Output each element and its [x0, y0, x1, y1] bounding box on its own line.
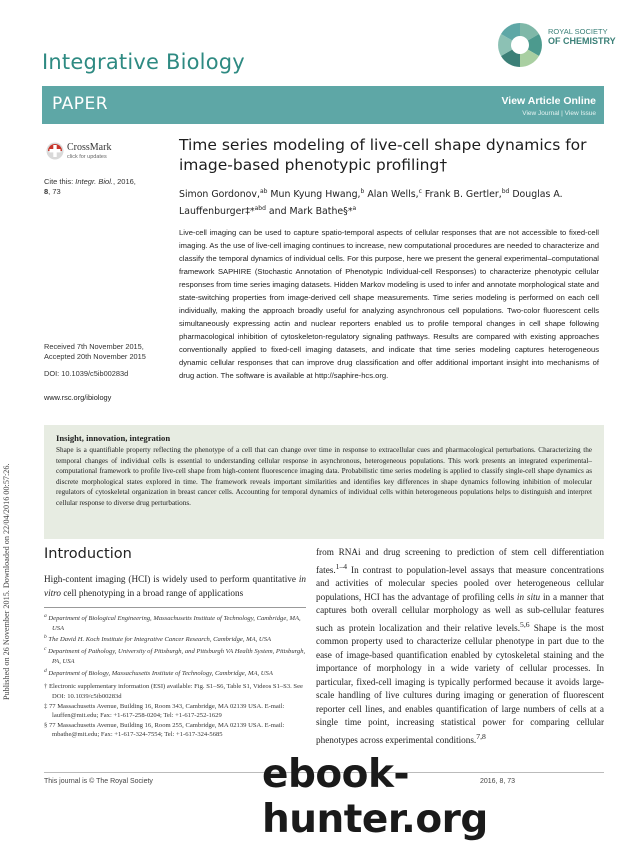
author-affiliation-mark: b [360, 188, 365, 195]
author-affiliation-mark: bd [501, 188, 510, 195]
footnotes [44, 612, 306, 740]
accepted-date: Accepted 20th November 2015 [44, 352, 146, 361]
intro-text: Shape is the most common property used to characterize cellular phenotype in part due to the ease of image-based quantification enabled by cytoskeletal staining and the importance of morphology in a wide variety of cellular processes. In particular, fixed-cell imaging is typically performed because it avoids large-scale handling of live cultures during imaging or generation of fluorescent reporter cell lines, and enables quantification of large numbers of cells at a single time point, increasing statistical power for comparing cellular phenotypes across experimental conditions. [316, 622, 604, 745]
intro-text: from RNAi and drug screening to prediction of stem cell differentiation fates. [316, 547, 604, 575]
cite-label: Cite this: [44, 177, 74, 186]
crossmark-badge[interactable] [46, 139, 126, 165]
crossmark-icon [46, 140, 64, 162]
affiliation-text: Department of Biological Engineering, Massachusetts Institute of Technology, Cambridge, MA, USA [46, 615, 301, 632]
received-date: Received 7th November 2015, [44, 342, 144, 351]
affiliation-mark: a [44, 613, 47, 619]
crossmark-sub: click for updates [67, 154, 107, 160]
intro-text: cell phenotyping in a broad range of applications [61, 587, 244, 598]
reference-mark[interactable]: 7,8 [476, 731, 486, 741]
affiliation-text: Department of Pathology, University of Pittsburgh, and Pittsburgh VA Health System, Pittsburgh, PA, USA [46, 648, 306, 665]
download-stamp: Published on 26 November 2015. Downloaded on 22/04/2016 00:57:26. [2, 463, 11, 700]
view-links [522, 110, 596, 117]
affiliation-mark: b [44, 634, 47, 641]
footnote-divider [44, 607, 306, 608]
link-separator: | [559, 110, 565, 117]
affiliation [44, 633, 306, 645]
view-article-online-link[interactable]: View Article Online [501, 95, 596, 107]
affiliation [44, 645, 306, 666]
received-dates [44, 342, 169, 362]
intro-italic: in situ [516, 591, 541, 602]
reference-mark[interactable]: 1–4 [335, 561, 348, 571]
author-name[interactable]: Frank B. Gertler, [421, 189, 502, 201]
affiliation-mark: d [44, 667, 47, 674]
author-name[interactable]: Alan Wells, [364, 189, 419, 201]
cite-page: , 73 [48, 187, 61, 196]
affiliation-text: The David H. Koch Institute for Integrative Cancer Research, Cambridge, MA, USA [46, 636, 272, 644]
publisher-line1: ROYAL SOCIETY [548, 27, 608, 36]
author-name[interactable]: Simon Gordonov, [179, 189, 260, 201]
author-name[interactable]: Mun Kyung Hwang, [267, 189, 361, 201]
insight-box [44, 425, 604, 539]
citation-info [44, 177, 154, 197]
intro-text: In contrast to population-level assays that measure concentrations and activities of molecular species pooled over heterogeneous cellular populations, HCI has the advantage of profiling cells [316, 564, 604, 602]
footnote-corresponding-2: § 77 Massachusetts Avenue, Building 16, Room 255, Cambridge, MA 02139 USA. E-mail: mbathe@mit.edu; Fax: +1-617-324-7554; Tel: +1-617-324-5685 [44, 721, 285, 739]
author-affiliation-mark: c [418, 188, 422, 195]
intro-paragraph-left [44, 573, 306, 600]
journal-website-link[interactable]: www.rsc.org/ibiology [44, 393, 112, 402]
author-name[interactable]: and Mark Bathe§* [265, 206, 353, 218]
reference-mark[interactable]: 5,6 [520, 619, 530, 629]
publisher-line2: OF CHEMISTRY [548, 35, 616, 46]
affiliation-text: Department of Biology, Massachusetts Institute of Technology, Cambridge, MA, USA [46, 669, 273, 677]
cite-volume: 8 [44, 187, 49, 196]
footer-page-info: 2016, 8, 73 [480, 778, 516, 785]
insight-body: Shape is a quantifiable property reflecting the phenotype of a cell that can change over time in response to extracellular cues and pharmacological perturbations. Characterizing the temporal changes of individual cells is essential to understanding cellular response in asynchronous, heterogeneous populations. This work presents an integrated experimental–computational framework to profile live-cell shape from high-content fluorescence imaging data. Probabilistic time series modeling is applied to classify single-cell shape dynamics as discrete morphological states explored in time. The framework reveals important similarities and identifies key differences in shape dynamics following inhibition of molecular regulators of cytoskeletal organization in breast cancer cells. Accounting for temporal dynamics of individual cells within heterogeneous populations helps to distinguish and interpret cellular response to diverse drug perturbations. [56, 446, 592, 507]
author-affiliation-mark: abd [254, 205, 266, 213]
footnote-esi: † Electronic supplementary information (ESI) available: Fig. S1–S6, Table S1, Videos S1–S3. See DOI: 10.1039/c5ib00283d [44, 683, 303, 700]
affiliation-mark: c [44, 646, 47, 653]
view-journal-link[interactable]: View Journal [522, 110, 560, 117]
article-type-label: PAPER [52, 94, 109, 114]
footer-copyright: This journal is © The Royal Society [44, 778, 153, 785]
cite-year: , 2016, [112, 177, 136, 186]
watermark: ebook-hunter.org [262, 752, 488, 842]
article-title: Time series modeling of live-cell shape dynamics for image-based phenotypic profiling† [179, 136, 587, 174]
journal-title[interactable]: Integrative Biology [42, 50, 245, 74]
author-affiliation-mark: ab [259, 188, 268, 195]
intro-text: High-content imaging (HCI) is widely used to perform quantitative [44, 574, 296, 584]
author-affiliation-mark: a [352, 205, 357, 213]
footnote-corresponding-1: ‡ 77 Massachusetts Avenue, Building 16, Room 343, Cambridge, MA 02139 USA. E-mail: lauffen@mit.edu; Fax: +1-617-258-0204; Tel: +1-617-252-1629 [44, 702, 285, 720]
insight-title: Insight, innovation, integration [56, 433, 171, 443]
cite-journal: Integr. Biol. [75, 177, 113, 186]
affiliation [44, 667, 306, 679]
intro-text: in a manner that captures both overall cellular morphology as well as sub-cellular features such as protein localization and their relative levels. [316, 591, 604, 633]
publisher-name [548, 28, 618, 45]
article-type-banner [42, 86, 604, 124]
view-issue-link[interactable]: View Issue [564, 110, 596, 117]
intro-paragraph-right [316, 546, 604, 747]
author-name[interactable]: Douglas A. Lauffenburger‡* [179, 189, 563, 218]
intro-italic: in vitro [44, 574, 306, 598]
author-list [179, 185, 599, 219]
crossmark-label: CrossMark [67, 142, 112, 153]
abstract: Live-cell imaging can be used to capture spatio-temporal aspects of cellular responses that are not accessible to fixed-cell imaging. As the use of live-cell imaging continues to increase, new computational procedures are needed to characterize and classify the temporal dynamics of individual cells. For this purpose, here we present the general experimental–computational framework SAPHIRE (Stochastic Annotation of Phenotypic Individual-cell Responses) to characterize phenotypic cellular responses from time series imaging datasets. Hidden Markov modeling is used to infer and annotate morphological state and state-switching properties from image-derived cell shape measurements. Time series modeling is performed on each cell individually, making the approach broadly useful for analyzing asynchronous cell populations. Two-color fluorescent cells simultaneously expressing actin and nuclear reporters enabled us to profile temporal changes in cell shape following pharmacological inhibition of cytoskeleton-regulatory signaling pathways. Results are compared with existing approaches conventionally applied to fixed-cell imaging datasets, and indicate that time series modeling captures heterogeneous dynamic cellular responses that can improve drug classification and offer additional important insight into mechanisms of drug action. The software is available at http://saphire-hcs.org. [179, 228, 599, 380]
section-heading: Introduction [44, 546, 132, 562]
affiliation [44, 612, 306, 633]
doi[interactable]: DOI: 10.1039/c5ib00283d [44, 369, 129, 378]
